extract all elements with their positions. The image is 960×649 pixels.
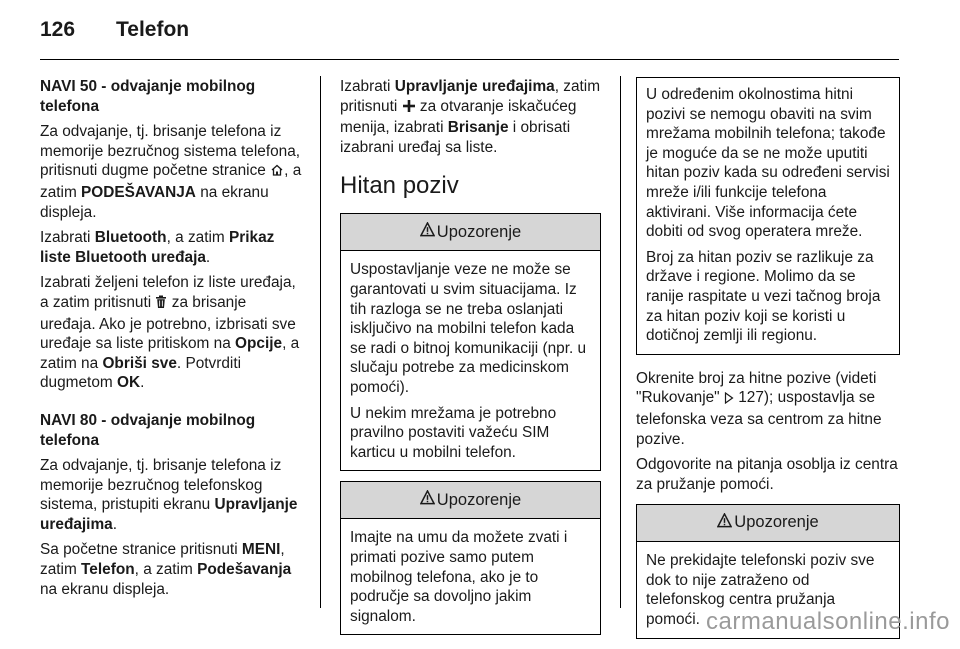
watermark: carmanualsonline.info [706,608,950,635]
paragraph: Okrenite broj za hitne pozive (videti "Rukovanje" 127); uspostavlja se telefonska veza sa centrom za hitne pozive. [636,369,882,448]
paragraph: Za odvajanje, tj. brisanje telefona iz memorije bezručnog telefonskog sistema, pristupiti ekranu Upravljanje uređajima. [40,457,298,533]
page-title: Telefon [116,18,190,41]
warning-body: Imajte na umu da možete zvati i primati pozive samo putem mobilnog telefona, ako je to područje sa dovoljno jakim signalom. [350,529,568,625]
warning-box [340,481,601,635]
paragraph: Odgovorite na pitanja osoblja iz centra za pružanje pomoći. [636,456,898,493]
page-reference-icon [724,390,734,410]
warning-body: Uspostavljanje veze ne može se garantovati u svim situacijama. Iz tih razloga se ne treba oslanjati isključivo na mobilni telefon kada se radi o bitnoj komunikaciji (npr. u slučaju potrebe za medicinskom pomoći). U nekim mrežama je potrebno pravilno postaviti važeću SIM karticu u mobilni telefon. [350,261,587,461]
column-3 [636,77,900,649]
warning-header: Upozorenje [341,214,600,251]
trash-icon [155,295,167,315]
warning-header: Upozorenje [637,505,899,542]
paragraph: Izabrati Bluetooth, a zatim Prikaz liste Bluetooth uređaja. [40,229,275,266]
warning-header: Upozorenje [341,482,600,519]
plus-icon [402,99,416,119]
page-number: 126 [40,18,76,41]
warning-icon [420,222,435,243]
info-box: U određenim okolnostima hitni pozivi se nemogu obaviti na svim mrežama mobilnih telefona; takođe je moguće da se ne može uputiti hitan poziv kada su određeni servisi mreže i/ili funkcije telefona aktivirani. Više informacija ćete dobiti od svog operatera mreže. Broj za hitan poziv se razlikuje za države i regione. Molimo da se ranije raspitate u vezi tačnog broja za hitan poziv koji se koristi u dotičnoj zemlji ili regionu. [636,77,900,355]
page-header [40,18,189,48]
paragraph: Za odvajanje, tj. brisanje telefona iz memorije bezručnog sistema telefona, pritisnuti dugme početne stranice , a zatim PODEŠAVANJA na ekranu displeja. [40,123,302,221]
column-2 [340,77,601,645]
home-icon [270,163,284,183]
section-heading: Hitan poziv [340,172,459,200]
column-divider-1 [320,76,321,608]
spacer [40,399,306,411]
header-divider [40,59,899,60]
paragraph: Sa početne stranice pritisnuti MENI, zatim Telefon, a zatim Podešavanja na ekranu displeja. [40,541,292,598]
paragraph: Izabrati Upravljanje uređajima, zatim pritisnuti za otvaranje iskačućeg menija, izabrati Brisanje i obrisati izabrani uređaj sa liste. [340,78,601,156]
warning-body: Ne prekidajte telefonski poziv sve dok to nije zatraženo od telefonskog centra pružanja pomoći. [646,552,875,629]
column-1 [40,77,306,605]
warning-icon [717,513,732,534]
warning-icon [420,490,435,511]
section-title-navi80: NAVI 80 - odvajanje mobilnog telefona [40,411,256,449]
section-title-navi50: NAVI 50 - odvajanje mobilnog telefona [40,78,256,115]
warning-box [340,213,601,471]
paragraph: Izabrati željeni telefon iz liste uređaja, a zatim pritisnuti za brisanje uređaja. Ako je potrebno, izbrisati sve uređaje sa liste pritiskom na Opcije, a zatim na Obriši sve. Potvrditi dugmetom OK. [40,274,300,392]
column-divider-2 [620,76,621,608]
